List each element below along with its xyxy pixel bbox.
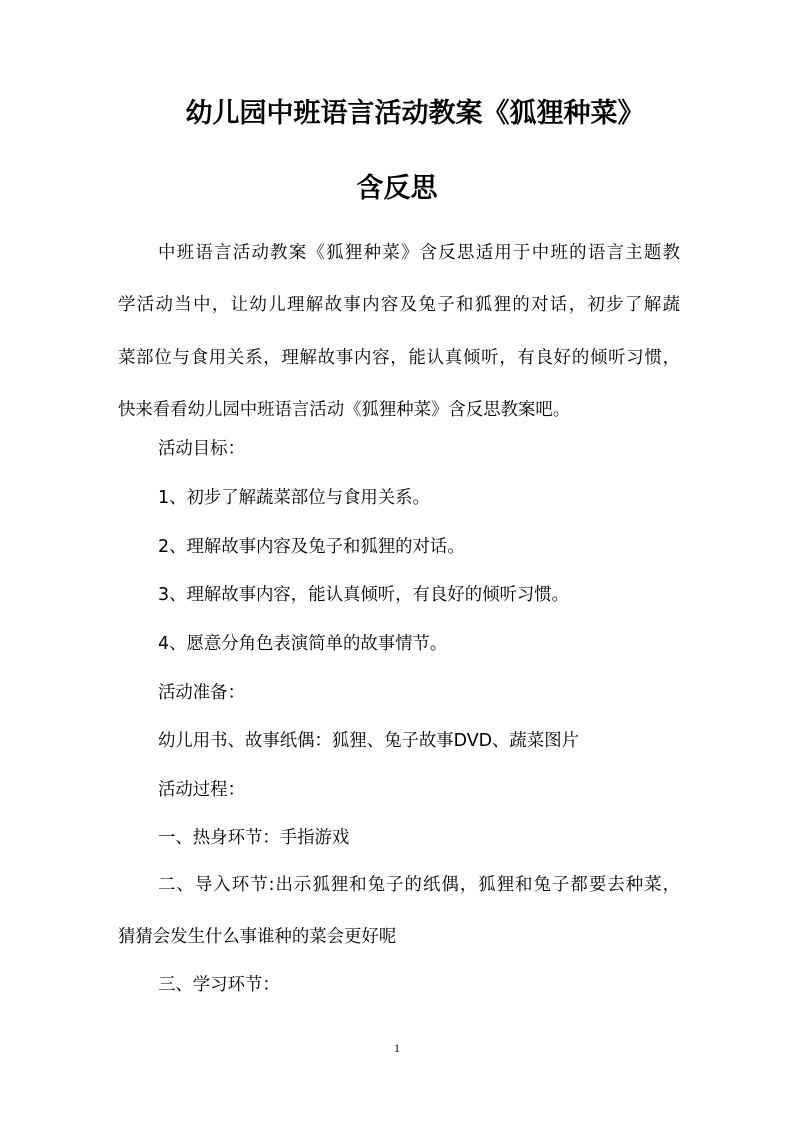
prep-heading: 活动准备： [158,683,245,703]
goal-item: 3、理解故事内容，能认真倾听，有良好的倾听习惯。 [158,585,570,605]
intro-line: 中班语言活动教案《狐狸种菜》含反思适用于中班的语言主题教 [158,243,680,263]
page-number: 1 [394,1041,400,1055]
document-title-line1: 幼儿园中班语言活动教案《狐狸种菜》 [185,98,645,129]
prep-text: 幼儿用书、故事纸偶：狐狸、兔子故事DVD、蔬菜图片 [158,731,579,751]
intro-paragraph [118,241,680,451]
process-step-line: 二、导入环节:出示狐狸和兔子的纸偶，狐狸和兔子都要去种菜， [158,875,680,895]
process-step-paragraph [118,873,680,949]
goal-item: 1、初步了解蔬菜部位与食用关系。 [158,488,430,508]
intro-line: 学活动当中，让幼儿理解故事内容及兔子和狐狸的对话，初步了解蔬 [118,295,680,316]
process-step: 三、学习环节： [158,975,280,995]
goal-item: 2、理解故事内容及兔子和狐狸的对话。 [158,537,465,557]
document-title-line2: 含反思 [356,173,438,204]
goals-heading: 活动目标： [158,439,245,459]
intro-line: 快来看看幼儿园中班语言活动《狐狸种菜》含反思教案吧。 [118,400,571,421]
goal-item: 4、愿意分角色表演简单的故事情节。 [158,634,448,654]
process-step: 一、热身环节：手指游戏 [158,828,350,848]
intro-line: 菜部位与食用关系，理解故事内容，能认真倾听，有良好的倾听习惯， [118,347,680,368]
process-heading: 活动过程： [158,780,245,800]
process-step-line: 猜猜会发生什么事谁种的菜会更好呢 [118,927,397,948]
